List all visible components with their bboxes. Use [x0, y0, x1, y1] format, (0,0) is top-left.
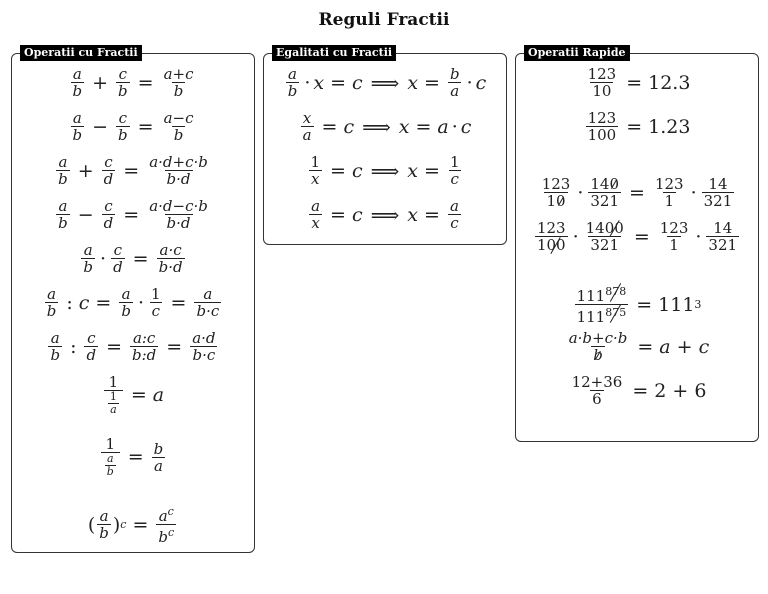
quick-factor-cancel: $\frac{a\cdot b+c\cdot b}{b}$ = a + c: [568, 329, 710, 364]
implies-arrow-icon: ⟹: [370, 70, 400, 95]
quick-split-sum: $\frac{12+36}{6}$ = 2 + 6: [571, 373, 707, 408]
equation-x-over-a: $\frac{x}{a}$ = c ⟹ x = a · c: [302, 109, 472, 144]
panel-label: Operatii Rapide: [524, 45, 630, 61]
implies-arrow-icon: ⟹: [362, 114, 391, 139]
implies-arrow-icon: ⟹: [370, 158, 400, 183]
equation-a-over-x: $\frac{a}{x}$ = c ⟹ x = $\frac{a}{c}$: [311, 197, 459, 232]
page-title: Reguli Fractii: [318, 10, 450, 30]
panel-egalitati-cu-fractii: [263, 46, 507, 245]
quick-divide-by-ten: $\frac{123}{10}$ = 12.3: [587, 65, 691, 100]
formula-divide-by-number: $\frac{a}{b}$ : c = $\frac{a}{b}$ · $\frac{1}{c}$ = $\frac{a}{b\cdot c}$: [46, 285, 220, 320]
equation-fraction-times-x: $\frac{a}{b}$ · x = c ⟹ x = $\frac{b}{a}$ · c: [287, 65, 487, 100]
quick-power-division: $\frac{111^{878}}{111^{875}}$ = 111 3: [576, 285, 702, 326]
equation-one-over-x: $\frac{1}{x}$ = c ⟹ x = $\frac{1}{c}$: [310, 153, 460, 188]
panel-label: Egalitati cu Fractii: [272, 45, 396, 61]
formula-add-same-denominator: $\frac{a}{b}$ + $\frac{c}{b}$ = $\frac{a+c}{b}$: [72, 65, 194, 100]
formula-divide-fractions: $\frac{a}{b}$ : $\frac{c}{d}$ = $\frac{a:c}{b:d}$ = $\frac{a\cdot d}{b\cdot c}$: [50, 329, 216, 364]
formula-multiply-fractions: $\frac{a}{b}$ · $\frac{c}{d}$ = $\frac{a\cdot c}{b\cdot d}$: [83, 241, 183, 276]
implies-arrow-icon: ⟹: [370, 202, 400, 227]
formula-subtract-different-denominator: $\frac{a}{b}$ − $\frac{c}{d}$ = $\frac{a\cdot d-c\cdot b}{b\cdot d}$: [58, 197, 208, 232]
panel-operatii-cu-fractii: [11, 46, 255, 553]
formula-fraction-power: ( $\frac{a}{b}$ ) c = $\frac{a^c}{b^c}$: [87, 505, 175, 546]
formula-one-over-fraction: $\frac{1}{\frac{a}{b}}$ = $\frac{b}{a}$: [12, 436, 254, 478]
quick-cancel-zeros-two: $\frac{123}{100}$ · $\frac{1400}{321}$ = $\frac{123}{1}$ · $\frac{14}{321}$: [536, 219, 738, 254]
panel-label: Operatii cu Fractii: [20, 45, 142, 61]
quick-divide-by-hundred: $\frac{123}{100}$ = 1.23: [587, 109, 691, 144]
quick-cancel-zeros-one: $\frac{123}{10}$ · $\frac{140}{321}$ = $\frac{123}{1}$ · $\frac{14}{321}$: [541, 175, 733, 210]
formula-add-different-denominator: $\frac{a}{b}$ + $\frac{c}{d}$ = $\frac{a\cdot d+c\cdot b}{b\cdot d}$: [58, 153, 208, 188]
formula-one-over-one-over-a: $\frac{1}{\frac{1}{a}}$ = a: [12, 374, 254, 416]
formula-subtract-same-denominator: $\frac{a}{b}$ − $\frac{c}{b}$ = $\frac{a-c}{b}$: [72, 109, 194, 144]
panel-operatii-rapide: [515, 46, 759, 442]
